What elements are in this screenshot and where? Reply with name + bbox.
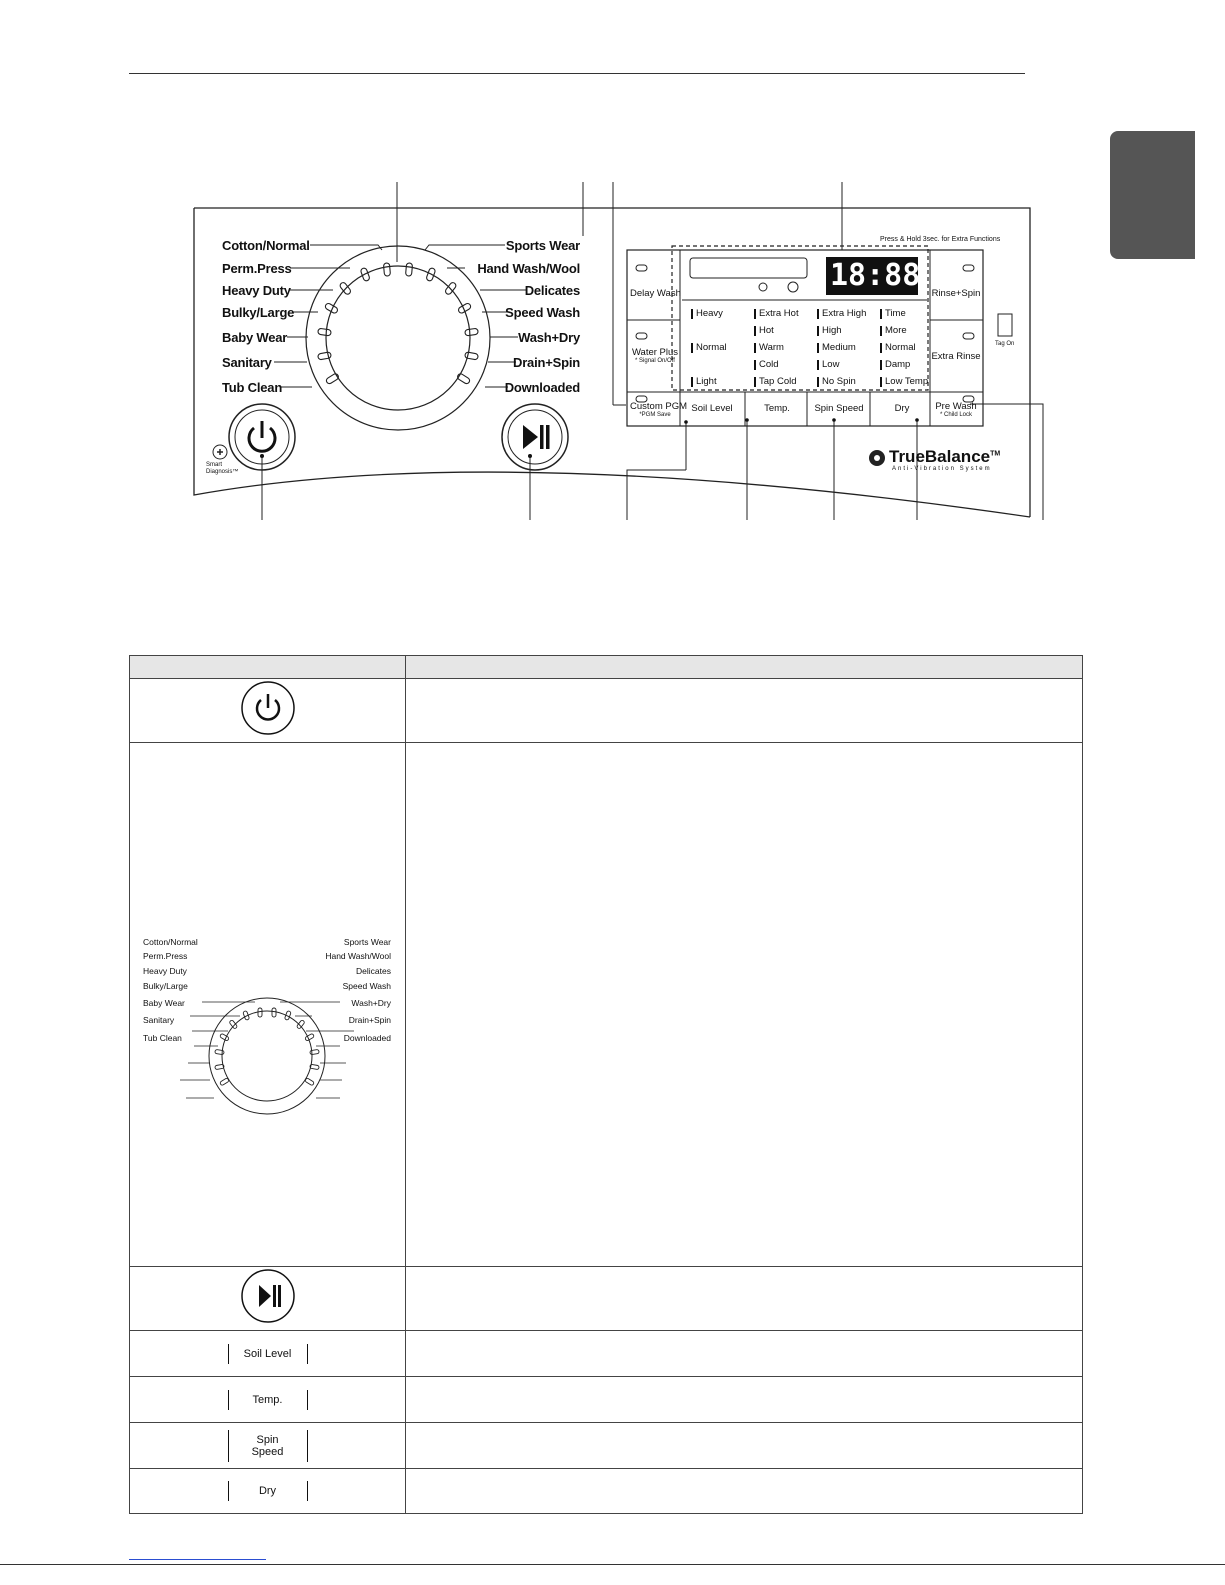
start-pause-icon — [240, 1268, 296, 1324]
program-label: Hand Wash/Wool — [477, 261, 580, 276]
option-indicator — [880, 326, 882, 336]
option-label: Warm — [759, 342, 784, 353]
tag-on-label: Tag On — [995, 341, 1015, 347]
table-cell — [406, 1377, 1083, 1423]
table-cell — [406, 743, 1083, 1267]
option-indicator — [817, 309, 819, 319]
smart-diagnosis-label: Smart Diagnosis™ — [206, 462, 239, 475]
table-cell — [130, 1469, 406, 1514]
program-label: Bulky/Large — [222, 305, 295, 320]
option-indicator — [691, 309, 693, 319]
right-button-sublabel: * Child Lock — [939, 412, 972, 418]
option-indicator — [817, 343, 819, 353]
program-label: Sports Wear — [505, 238, 580, 253]
option-indicator — [754, 326, 756, 336]
option-indicator — [691, 343, 693, 353]
option-label: More — [885, 325, 907, 336]
table-cell — [130, 743, 406, 1267]
table-row — [130, 1469, 1083, 1514]
option-indicator — [880, 343, 882, 353]
option-label: Damp — [885, 359, 911, 370]
table-row — [130, 1423, 1083, 1469]
control-legend-table — [129, 655, 1083, 1514]
left-button-label: Delay Wash — [630, 288, 681, 299]
left-button-label: Water Plus — [631, 347, 679, 358]
bottom-button-label: Soil Level — [691, 403, 733, 414]
program-label: Wash+Dry — [518, 330, 580, 345]
spin-speed-button-icon: Spin Speed — [228, 1430, 308, 1462]
table-row — [130, 1377, 1083, 1423]
brand-subtitle: Anti-Vibration System — [892, 466, 992, 472]
table-cell — [130, 1331, 406, 1377]
program-label: Downloaded — [504, 380, 580, 395]
bottom-button-label: Temp. — [764, 403, 790, 414]
option-indicator — [754, 377, 756, 387]
option-label: No Spin — [822, 376, 856, 387]
program-label: Sanitary — [222, 355, 272, 370]
option-label: Medium — [822, 342, 856, 353]
table-row — [130, 679, 1083, 743]
option-label: Light — [696, 376, 717, 387]
bottom-button-label: Dry — [894, 403, 910, 414]
table-cell — [130, 1267, 406, 1331]
right-button-label: Rinse+Spin — [931, 288, 981, 299]
table-cell — [406, 1469, 1083, 1514]
left-button-sublabel: * Signal On/Off — [635, 358, 675, 364]
right-button-label: Pre Wash — [935, 401, 977, 412]
option-indicator — [754, 309, 756, 319]
soil-level-button-icon: Soil Level — [228, 1344, 308, 1364]
table-cell — [406, 679, 1083, 743]
mini-program-label: Wash+Dry — [351, 998, 391, 1008]
table-cell — [130, 1377, 406, 1423]
program-label: Heavy Duty — [222, 283, 291, 298]
program-label: Delicates — [524, 283, 580, 298]
mini-dial-diagram — [130, 743, 405, 1267]
option-label: High — [822, 325, 842, 336]
option-label: Low Temp — [885, 376, 929, 387]
option-indicator — [754, 360, 756, 370]
option-label: Cold — [759, 359, 779, 370]
mini-program-label: Sanitary — [143, 1015, 175, 1025]
mini-program-label: Cotton/Normal — [143, 937, 198, 947]
program-label: Tub Clean — [222, 380, 283, 395]
led-time-display: 18:88 — [830, 258, 921, 293]
program-label: Cotton/Normal — [222, 238, 310, 253]
option-label: Time — [885, 308, 906, 319]
mini-program-label: Speed Wash — [342, 981, 391, 991]
mini-program-label: Hand Wash/Wool — [325, 951, 391, 961]
option-label: Extra High — [822, 308, 867, 319]
option-label: Normal — [885, 342, 916, 353]
option-indicator — [817, 377, 819, 387]
mini-program-label: Delicates — [356, 966, 391, 976]
option-indicator — [817, 326, 819, 336]
option-label: Tap Cold — [759, 376, 797, 387]
table-header-row — [130, 656, 1083, 679]
control-panel-diagram — [0, 0, 1225, 540]
left-button-label: Custom PGM — [630, 401, 688, 412]
option-indicator — [880, 360, 882, 370]
table-row — [130, 1267, 1083, 1331]
temp-button-icon: Temp. — [228, 1390, 308, 1410]
mini-program-label: Bulky/Large — [143, 981, 188, 991]
table-cell — [130, 679, 406, 743]
bottom-button-label: Spin Speed — [814, 403, 864, 414]
left-button-sublabel: *PGM Save — [639, 412, 671, 418]
option-indicator — [691, 377, 693, 387]
mini-program-label: Sports Wear — [343, 937, 391, 947]
table-header-cell — [130, 656, 406, 679]
option-indicator — [754, 343, 756, 353]
table-cell — [130, 1423, 406, 1469]
program-label: Perm.Press — [222, 261, 292, 276]
program-label: Drain+Spin — [513, 355, 580, 370]
bottom-rule — [0, 1564, 1225, 1565]
mini-program-label: Baby Wear — [143, 998, 185, 1008]
bottom-link-underline — [129, 1559, 266, 1560]
right-button-label: Extra Rinse — [931, 351, 981, 362]
extra-functions-note: Press & Hold 3sec. for Extra Functions — [880, 236, 1001, 243]
table-header-cell — [406, 656, 1083, 679]
power-icon — [240, 680, 296, 736]
option-label: Normal — [696, 342, 727, 353]
program-label: Speed Wash — [505, 305, 580, 320]
option-indicator — [880, 377, 882, 387]
brand-logo-text: TrueBalance™ — [889, 447, 1001, 466]
table-cell — [406, 1331, 1083, 1377]
mini-program-label: Perm.Press — [143, 951, 188, 961]
mini-program-label: Tub Clean — [143, 1033, 182, 1043]
table-row — [130, 743, 1083, 1267]
program-label: Baby Wear — [222, 330, 288, 345]
option-label: Low — [822, 359, 840, 370]
mini-program-label: Downloaded — [343, 1033, 391, 1043]
option-label: Extra Hot — [759, 308, 799, 319]
mini-program-label: Heavy Duty — [143, 966, 187, 976]
table-cell — [406, 1423, 1083, 1469]
option-label: Heavy — [696, 308, 723, 319]
option-indicator — [880, 309, 882, 319]
mini-program-label: Drain+Spin — [348, 1015, 391, 1025]
dry-button-icon: Dry — [228, 1481, 308, 1501]
table-cell — [406, 1267, 1083, 1331]
panel-outline-svg — [0, 0, 1225, 540]
table-row — [130, 1331, 1083, 1377]
option-label: Hot — [759, 325, 774, 336]
option-indicator — [817, 360, 819, 370]
